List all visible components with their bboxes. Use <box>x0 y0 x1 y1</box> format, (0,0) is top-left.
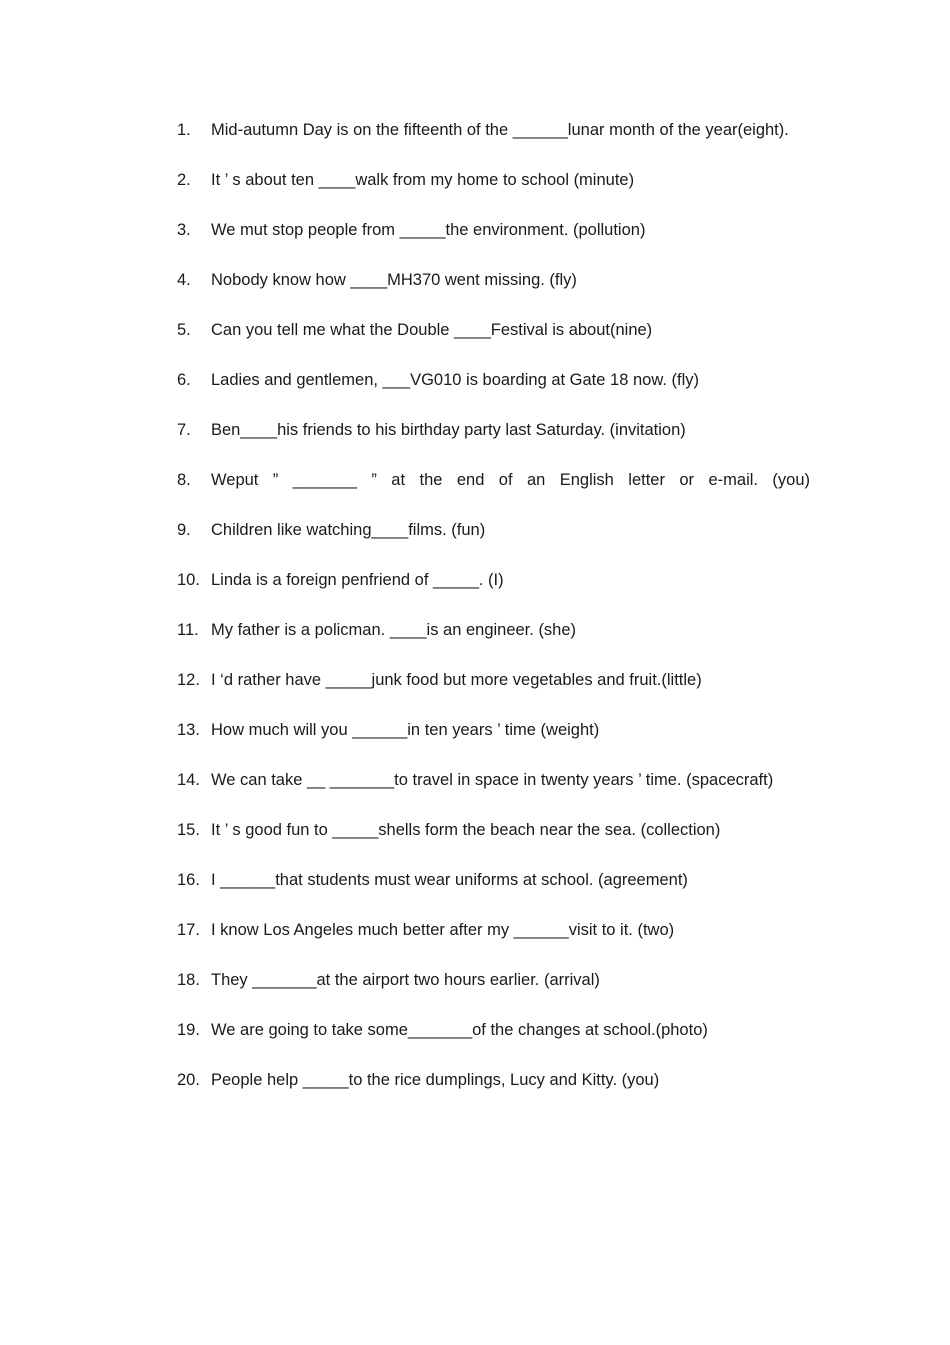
exercise-item <box>177 318 810 343</box>
exercise-item <box>177 768 810 793</box>
item-text: Mid-autumn Day is on the fifteenth of the ______lunar month of the year(eight). <box>211 121 789 139</box>
exercise-item <box>177 118 810 143</box>
item-number: 9. <box>177 521 191 539</box>
exercise-item <box>177 418 810 443</box>
item-text: I know Los Angeles much better after my ______visit to it. (two) <box>211 921 675 939</box>
exercise-item <box>177 368 810 393</box>
exercise-item <box>177 968 810 993</box>
item-number: 4. <box>177 271 191 289</box>
item-text: Children like watching____films. (fun) <box>211 521 486 539</box>
exercise-list <box>177 118 810 1118</box>
item-number: 16. <box>177 871 200 889</box>
exercise-item <box>177 218 810 243</box>
item-text: Nobody know how ____MH370 went missing. (fly) <box>211 271 577 289</box>
exercise-item <box>177 618 810 643</box>
item-number: 18. <box>177 971 200 989</box>
item-number: 2. <box>177 171 191 189</box>
item-text: I ______that students must wear uniforms at school. (agreement) <box>211 871 688 889</box>
item-text: Ben____his friends to his birthday party last Saturday. (invitation) <box>211 421 686 439</box>
item-number: 5. <box>177 321 191 339</box>
item-number: 10. <box>177 571 200 589</box>
item-text: Linda is a foreign penfriend of _____. (I) <box>211 571 504 589</box>
item-number: 17. <box>177 921 200 939</box>
exercise-item <box>177 668 810 693</box>
item-text: My father is a policman. ____is an engineer. (she) <box>211 621 577 639</box>
item-number: 13. <box>177 721 200 739</box>
exercise-item <box>177 1018 810 1043</box>
item-text: How much will you ______in ten years ’ time (weight) <box>211 721 600 739</box>
item-text: They _______at the airport two hours earlier. (arrival) <box>211 971 600 989</box>
exercise-item <box>177 268 810 293</box>
item-number: 3. <box>177 221 191 239</box>
item-number: 15. <box>177 821 200 839</box>
exercise-item <box>177 468 810 493</box>
item-text: People help _____to the rice dumplings, Lucy and Kitty. (you) <box>211 1071 660 1089</box>
item-text: It ’ s about ten ____walk from my home to school (minute) <box>211 171 635 189</box>
exercise-item <box>177 918 810 943</box>
exercise-item <box>177 168 810 193</box>
item-number: 11. <box>177 621 199 639</box>
exercise-item <box>177 718 810 743</box>
exercise-item <box>177 868 810 893</box>
item-text: We mut stop people from _____the environment. (pollution) <box>211 221 646 239</box>
item-number: 7. <box>177 421 191 439</box>
item-number: 12. <box>177 671 200 689</box>
exercise-item <box>177 568 810 593</box>
item-text: Can you tell me what the Double ____Festival is about(nine) <box>211 321 653 339</box>
item-number: 8. <box>177 471 191 489</box>
item-number: 20. <box>177 1071 200 1089</box>
item-text: We can take __ _______to travel in space in twenty years ’ time. (spacecraft) <box>211 771 774 789</box>
item-text: It ’ s good fun to _____shells form the beach near the sea. (collection) <box>211 821 721 839</box>
item-number: 1. <box>177 121 191 139</box>
exercise-item <box>177 518 810 543</box>
exercise-item <box>177 1068 810 1093</box>
item-number: 19. <box>177 1021 200 1039</box>
item-text: I ‘d rather have _____junk food but more vegetables and fruit.(little) <box>211 671 702 689</box>
item-text: Weput ” _______ ” at the end of an English letter or e-mail. (you) <box>211 471 810 489</box>
item-text: Ladies and gentlemen, ___VG010 is boarding at Gate 18 now. (fly) <box>211 371 699 389</box>
exercise-item <box>177 818 810 843</box>
item-number: 6. <box>177 371 191 389</box>
item-text: We are going to take some_______of the changes at school.(photo) <box>211 1021 708 1039</box>
item-number: 14. <box>177 771 200 789</box>
